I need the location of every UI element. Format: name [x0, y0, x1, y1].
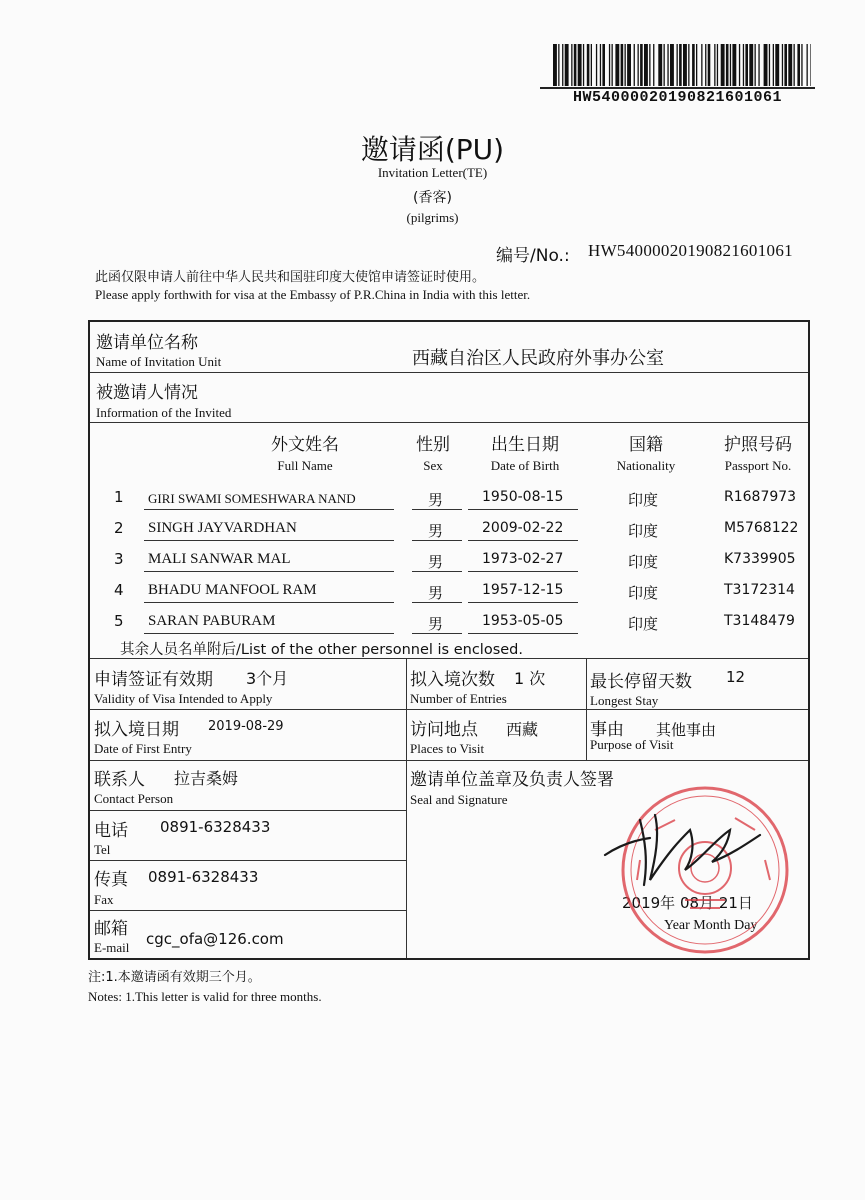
- contact-label-en: Contact Person: [94, 791, 174, 806]
- email-label: 邮箱: [94, 919, 128, 939]
- tel-value: 0891-6328433: [160, 818, 271, 836]
- places-value: 西藏: [506, 720, 539, 739]
- barcode-bar: [696, 44, 697, 86]
- barcode-bar: [755, 44, 756, 86]
- barcode-bar: [784, 44, 787, 86]
- validity-label-en: Validity of Visa Intended to Apply: [94, 691, 273, 706]
- barcode-bar: [807, 44, 808, 86]
- notes-chinese: 注:1.本邀请函有效期三个月。: [88, 970, 261, 985]
- barcode-bar: [574, 44, 577, 86]
- barcode-number: HW54000020190821601061: [540, 87, 815, 109]
- barcode-bar: [627, 44, 631, 86]
- barcode-bar: [732, 44, 736, 86]
- signature-date: 2019年 08月 21日: [622, 894, 753, 912]
- contact-label: 联系人: [94, 770, 145, 790]
- signature: [600, 800, 770, 890]
- first-entry-label-en: Date of First Entry: [94, 741, 192, 756]
- tel-label: 电话: [94, 821, 128, 841]
- barcode-bar: [653, 44, 654, 86]
- barcode: [553, 44, 811, 86]
- barcode-bar: [553, 44, 557, 86]
- barcode-bar: [600, 44, 601, 86]
- entries-value: 1 次: [514, 669, 546, 688]
- column-header-passport: 护照号码 Passport No.: [724, 435, 792, 473]
- contact-value: 拉吉桑姆: [174, 769, 239, 788]
- title-chinese: 邀请函(PU): [360, 133, 505, 166]
- barcode-bar: [583, 44, 584, 86]
- title-english: Invitation Letter(TE): [377, 165, 488, 180]
- longest-stay-label-en: Longest Stay: [590, 693, 659, 708]
- barcode-bar: [721, 44, 725, 86]
- purpose-value: 其他事由: [656, 721, 717, 739]
- barcode-bar: [758, 44, 759, 86]
- column-header-dob: 出生日期 Date of Birth: [490, 435, 560, 473]
- places-label: 访问地点: [410, 720, 478, 740]
- barcode-bar: [714, 44, 715, 86]
- column-header-nationality: 国籍 Nationality: [616, 435, 676, 473]
- barcode-bar: [726, 44, 729, 86]
- barcode-bar: [701, 44, 702, 86]
- barcode-bar: [692, 44, 695, 86]
- entries-label-en: Number of Entries: [410, 691, 507, 706]
- first-entry-label: 拟入境日期: [94, 720, 179, 740]
- barcode-bar: [764, 44, 768, 86]
- barcode-bar: [634, 44, 635, 86]
- entries-label: 拟入境次数: [410, 670, 495, 690]
- notice-english: Please apply forthwith for visa at the Embassy of P.R.China in India with this letter.: [95, 287, 531, 302]
- barcode-bar: [602, 44, 605, 86]
- longest-stay-label: 最长停留天数: [590, 672, 692, 692]
- subtitle-chinese: (香客): [413, 190, 452, 206]
- fax-label-en: Fax: [94, 892, 114, 907]
- validity-value: 3个月: [246, 669, 289, 688]
- seal-label-en: Seal and Signature: [410, 792, 508, 807]
- doc-number: HW54000020190821601061: [588, 241, 793, 260]
- barcode-bar: [612, 44, 613, 86]
- barcode-bar: [638, 44, 639, 86]
- invited-info-label-en: Information of the Invited: [96, 405, 232, 420]
- invitation-unit-value: 西藏自治区人民政府外事办公室: [412, 348, 664, 369]
- barcode-bar: [749, 44, 753, 86]
- doc-number-label: 编号/No.:: [496, 246, 570, 266]
- barcode-bar: [596, 44, 597, 86]
- barcode-bar: [625, 44, 626, 86]
- subtitle-english: (pilgrims): [406, 210, 459, 225]
- barcode-bar: [558, 44, 559, 86]
- barcode-bar: [810, 44, 811, 86]
- seal-label: 邀请单位盖章及负责人签署: [410, 770, 614, 790]
- invitation-unit-label: 邀请单位名称: [96, 333, 198, 353]
- barcode-bar: [705, 44, 706, 86]
- barcode-bar: [615, 44, 619, 86]
- barcode-bar: [797, 44, 800, 86]
- validity-label: 申请签证有效期: [94, 670, 213, 690]
- barcode-bar: [621, 44, 624, 86]
- barcode-bar: [773, 44, 774, 86]
- invited-info-label: 被邀请人情况: [96, 383, 198, 403]
- barcode-bar: [775, 44, 779, 86]
- purpose-label-en: Purpose of Visit: [590, 737, 674, 752]
- first-entry-value: 2019-08-29: [208, 719, 284, 734]
- barcode-bar: [591, 44, 592, 86]
- barcode-bar: [730, 44, 731, 86]
- barcode-bar: [578, 44, 582, 86]
- list-item: 1 GIRI SWAMI SOMESHWARA NAND 男 1950-08-15 印度 R1687973: [114, 488, 797, 509]
- barcode-bar: [677, 44, 678, 86]
- barcode-bar: [562, 44, 563, 86]
- barcode-bar: [739, 44, 740, 86]
- invitation-unit-label-en: Name of Invitation Unit: [96, 354, 222, 369]
- barcode-bar: [664, 44, 665, 86]
- email-value: cgc_ofa@126.com: [146, 930, 284, 948]
- tel-label-en: Tel: [94, 842, 111, 857]
- fax-value: 0891-6328433: [148, 868, 259, 886]
- list-item: 4 BHADU MANFOOL RAM 男 1957-12-15 印度 T3172314: [114, 581, 795, 602]
- barcode-bar: [745, 44, 748, 86]
- email-label-en: E-mail: [94, 940, 130, 955]
- barcode-bar: [640, 44, 643, 86]
- barcode-bar: [688, 44, 689, 86]
- barcode-bar: [667, 44, 668, 86]
- fax-label: 传真: [94, 870, 128, 890]
- list-item: 3 MALI SANWAR MAL 男 1973-02-27 印度 K7339905: [114, 550, 796, 571]
- purpose-label: 事由: [590, 720, 624, 740]
- barcode-bar: [571, 44, 572, 86]
- barcode-bar: [679, 44, 682, 86]
- barcode-bar: [587, 44, 590, 86]
- barcode-bar: [609, 44, 610, 86]
- notice-chinese: 此函仅限申请人前往中华人民共和国驻印度大使馆申请签证时使用。: [95, 270, 486, 285]
- barcode-bar: [670, 44, 674, 86]
- list-item: 5 SARAN PABURAM 男 1953-05-05 印度 T3148479: [114, 612, 795, 633]
- barcode-bar: [658, 44, 662, 86]
- barcode-bar: [743, 44, 744, 86]
- notes-english: Notes: 1.This letter is valid for three months.: [88, 989, 322, 1004]
- barcode-bar: [708, 44, 711, 86]
- barcode-bar: [788, 44, 792, 86]
- other-personnel-note: 其余人员名单附后/List of the other personnel is enclosed.: [120, 642, 523, 658]
- column-header-full-name: 外文姓名 Full Name: [271, 435, 339, 473]
- barcode-bar: [644, 44, 648, 86]
- column-header-sex: 性别 Sex: [416, 435, 450, 473]
- barcode-bar: [683, 44, 687, 86]
- barcode-bar: [717, 44, 718, 86]
- date-caption: Year Month Day: [664, 918, 758, 933]
- places-label-en: Places to Visit: [410, 741, 485, 756]
- list-item: 2 SINGH JAYVARDHAN 男 2009-02-22 印度 M5768122: [114, 519, 799, 540]
- barcode-bar: [801, 44, 802, 86]
- barcode-bar: [769, 44, 770, 86]
- barcode-bar: [565, 44, 569, 86]
- longest-stay-value: 12: [726, 668, 746, 686]
- barcode-bar: [649, 44, 650, 86]
- barcode-bar: [782, 44, 783, 86]
- barcode-bar: [794, 44, 795, 86]
